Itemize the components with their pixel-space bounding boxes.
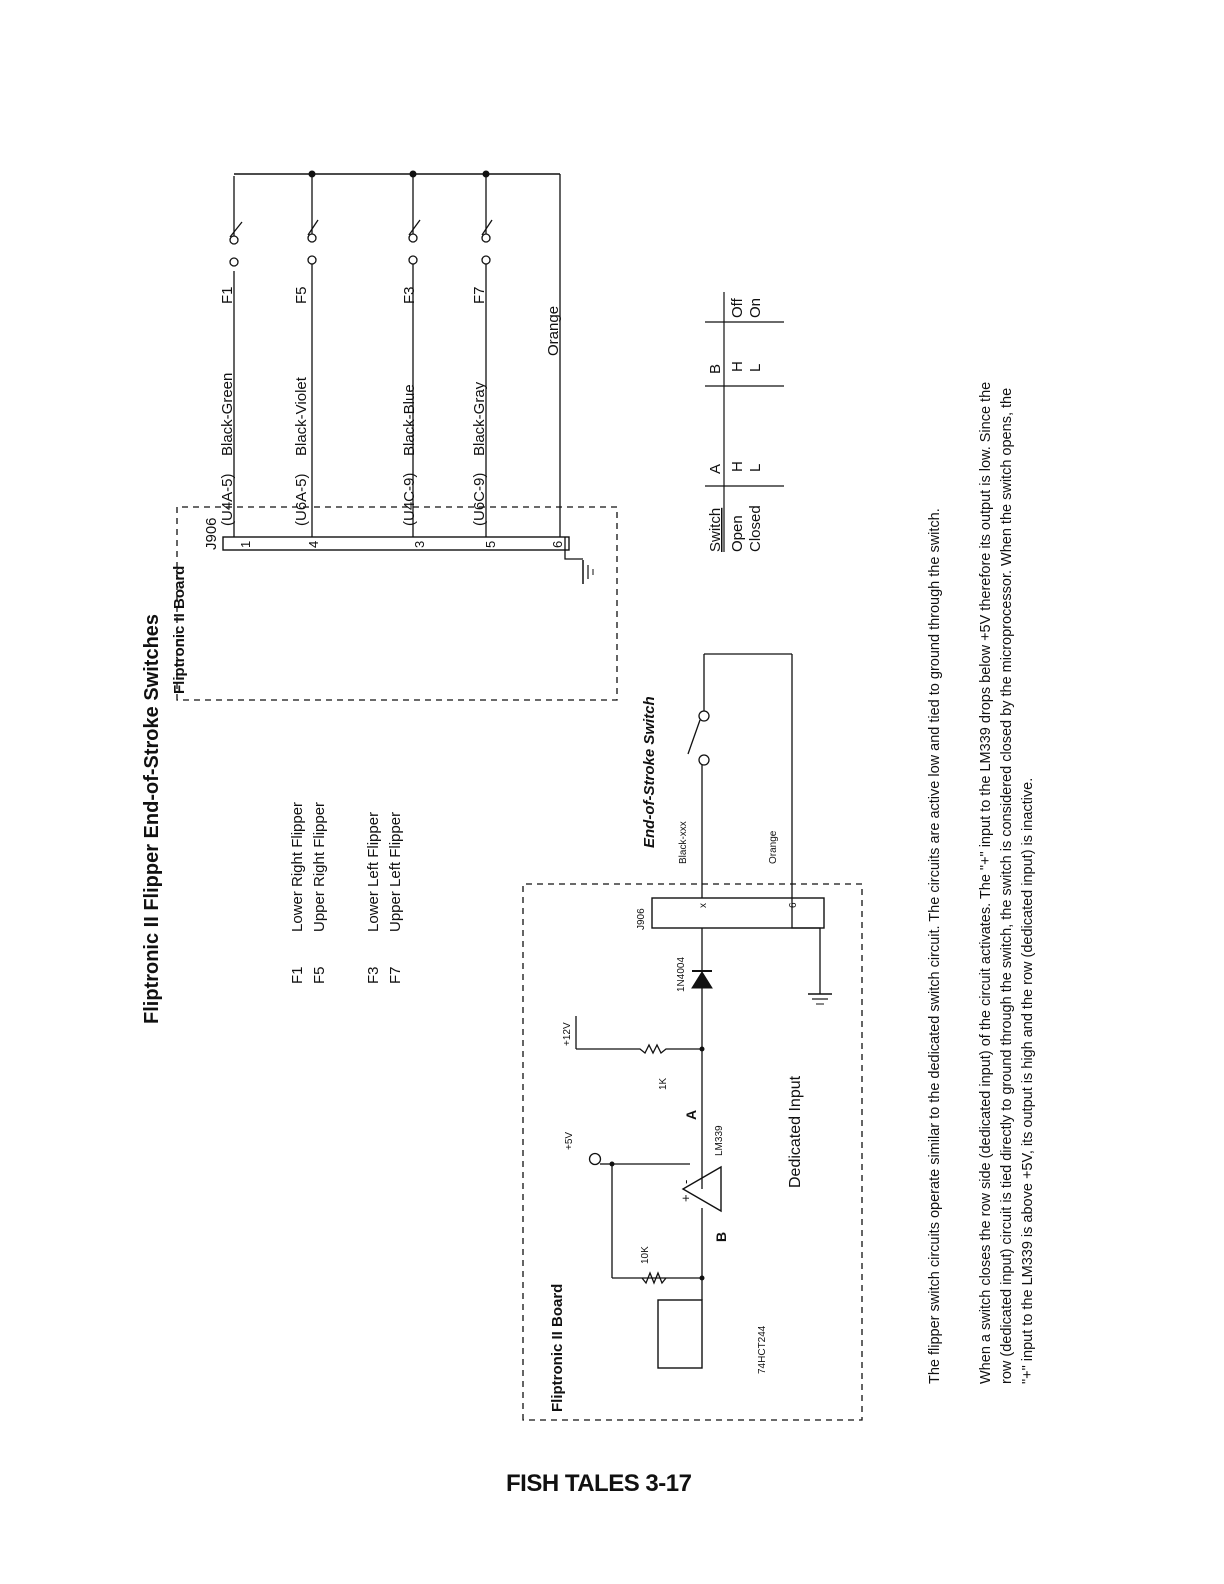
wire-f7-flipper: F7 — [471, 286, 488, 304]
page-footer: FISH TALES 3-17 — [506, 1470, 692, 1497]
resistor-10k-label: 10K — [640, 1246, 651, 1264]
top-ground-wire — [565, 537, 583, 559]
tt-header-switch: Switch — [707, 507, 724, 552]
junction-dot — [410, 171, 417, 178]
legend-f1-code: F1 — [289, 966, 306, 984]
page-title: Fliptronic II Flipper End-of-Stroke Switches — [141, 613, 163, 1024]
legend-f3-name: Lower Left Flipper — [365, 811, 382, 932]
diode-1n4004-icon — [692, 972, 712, 988]
tt-header-a: A — [707, 463, 724, 474]
paragraph-2-line-1: When a switch closes the row side (dedicated input) of the circuit activates. The "+" input to the LM339 drops below +5V therefore its output is low. Since the — [978, 381, 994, 1384]
switch-f5-icon — [308, 176, 318, 264]
bottom-ground-wire — [792, 898, 820, 994]
dedicated-input-label: Dedicated Input — [787, 1075, 804, 1188]
wire-f1-color: Black-Green — [219, 372, 236, 456]
vcc5-label: +5V — [564, 1131, 575, 1150]
legend-f5-code: F5 — [311, 966, 328, 984]
top-connector-label: J906 — [203, 517, 220, 550]
switch-f1-icon — [230, 176, 242, 266]
junction-dot — [483, 171, 490, 178]
bottom-pin-x: x — [698, 903, 709, 908]
wire-orange-label: Orange — [545, 305, 562, 356]
legend-f7-code: F7 — [387, 966, 404, 984]
tt-open-state: Off — [729, 298, 746, 318]
top-pin-4: 4 — [306, 540, 321, 548]
paragraph-2-line-2: row (dedicated input) circuit is tied directly to ground through the switch, the switch is considered closed by the microprocessor. When the switch opens, the — [999, 387, 1015, 1384]
wire-f7-color: Black-Gray — [471, 381, 488, 456]
paragraph-1: The flipper switch circuits operate similar to the dedicated switch circuit. The circuits are active low and tied to ground through the switch. — [927, 508, 943, 1384]
bottom-board-border — [523, 884, 862, 1420]
wire-f5-flipper: F5 — [293, 286, 310, 304]
node-a-label: A — [683, 1109, 699, 1120]
tt-open-b: H — [729, 361, 746, 372]
bottom-connector-label: J906 — [636, 908, 647, 930]
wire-f5-color: Black-Violet — [293, 377, 310, 456]
top-board-label: Fliptronic II Board — [171, 565, 188, 694]
tt-open-a: H — [729, 461, 746, 472]
ic-74hct244 — [658, 1300, 702, 1368]
truth-table — [705, 292, 784, 552]
legend-f1-name: Lower Right Flipper — [289, 801, 306, 932]
top-pin-3: 3 — [412, 540, 427, 548]
legend-f7-name: Upper Left Flipper — [387, 811, 404, 932]
resistor-1k-label: 1K — [658, 1077, 669, 1090]
paragraph-2-line-3: "+" input to the LM339 is above +5V, its output is high and the row (dedicated input) is inactive. — [1020, 777, 1036, 1384]
legend-f5-name: Upper Right Flipper — [311, 801, 328, 932]
eos-title: End-of-Stroke Switch — [641, 696, 658, 848]
wire-f3-flipper: F3 — [401, 286, 418, 304]
resistor-1k-icon — [620, 1045, 702, 1053]
resistor-10k-icon — [632, 1273, 702, 1283]
legend-f3-code: F3 — [365, 966, 382, 984]
diode-label: 1N4004 — [676, 956, 687, 992]
tt-closed-a: L — [747, 463, 764, 472]
vcc5-terminal-icon — [590, 1154, 601, 1165]
top-board-border — [177, 507, 617, 700]
tt-closed-state: On — [747, 297, 764, 318]
wire-f5-chip: (U6A-5) — [293, 473, 310, 526]
comparator-label: LM339 — [714, 1125, 725, 1156]
tt-row-open: Open — [729, 515, 746, 552]
junction-dot — [309, 171, 316, 178]
node-b-label: B — [713, 1231, 729, 1242]
bottom-board-label: Fliptronic II Board — [549, 1283, 566, 1412]
ic-74hct244-label: 74HCT244 — [757, 1325, 768, 1374]
eos-switch-icon — [688, 654, 709, 765]
bottom-pin-6: 6 — [788, 902, 799, 908]
eos-wire-black-label: Black-xxx — [678, 821, 689, 864]
tt-closed-b: L — [747, 363, 764, 372]
wire-f1-flipper: F1 — [219, 286, 236, 304]
top-pin-5: 5 — [483, 540, 498, 548]
comparator-minus: - — [678, 1179, 693, 1184]
vcc12-label: +12V — [562, 1022, 573, 1046]
switch-f3-icon — [409, 176, 420, 264]
eos-wire-orange-label: Orange — [768, 830, 779, 864]
top-pin-1: 1 — [238, 540, 253, 548]
wire-f7-chip: (U6C-9) — [471, 472, 488, 526]
tt-header-b: B — [707, 363, 724, 374]
top-connector — [223, 537, 569, 550]
switch-f7-icon — [482, 176, 492, 264]
comparator-plus: + — [678, 1194, 693, 1202]
wire-f1-chip: (U4A-5) — [219, 473, 236, 526]
wire-f3-chip: (U4C-9) — [401, 472, 418, 526]
top-pin-6: 6 — [550, 540, 565, 548]
wire-f3-color: Black-Blue — [401, 384, 418, 456]
tt-row-closed: Closed — [747, 505, 764, 552]
